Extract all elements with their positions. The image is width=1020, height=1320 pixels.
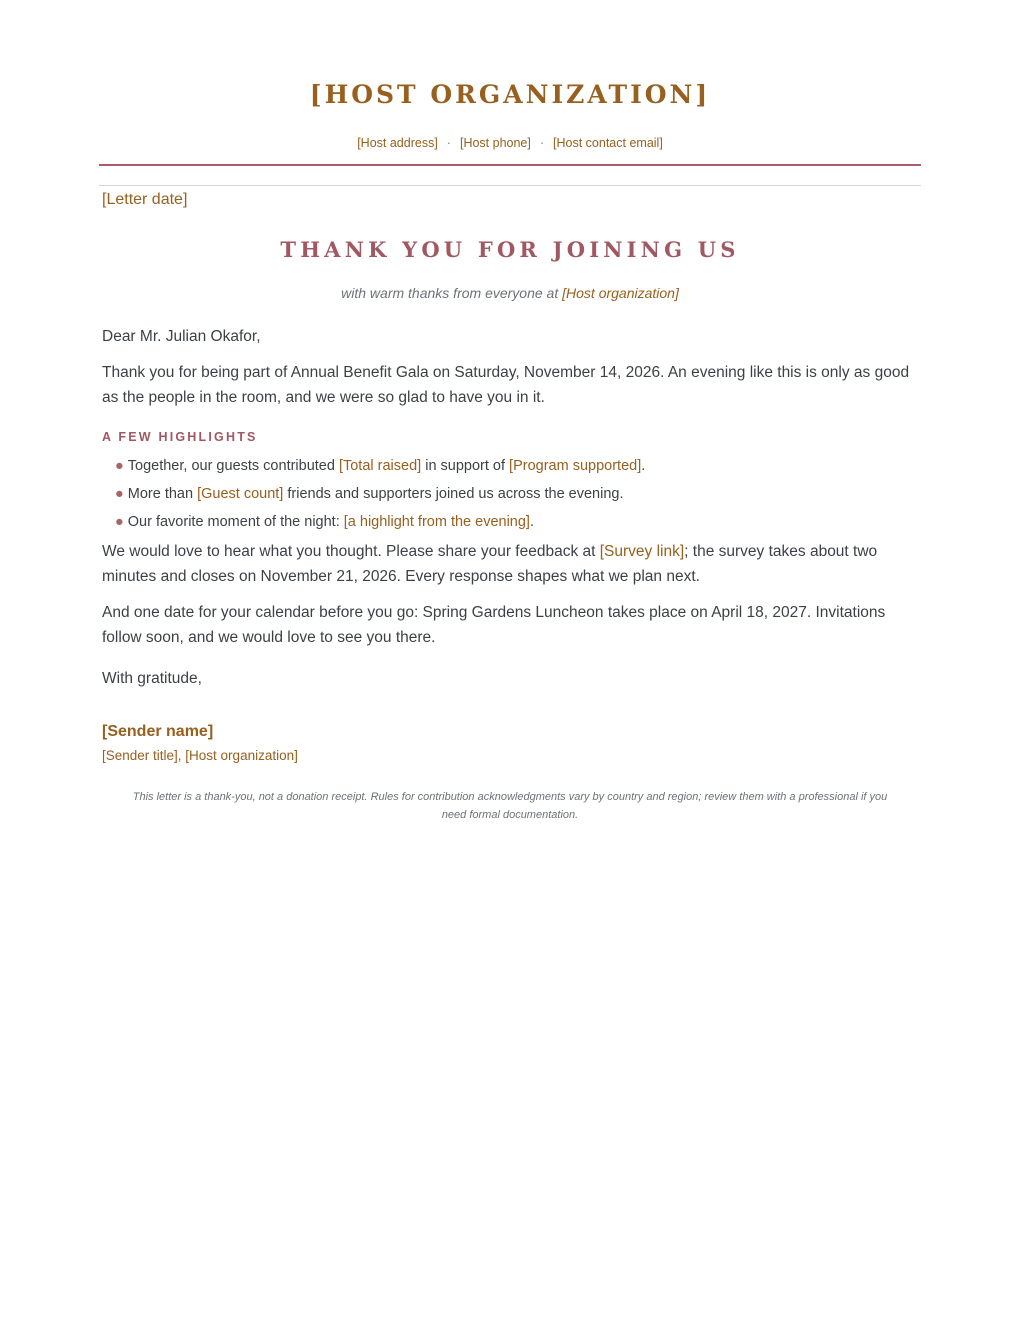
sender-name: [Sender name] — [102, 723, 214, 740]
highlights-heading: A FEW HIGHLIGHTS — [102, 430, 258, 444]
closing: With gratitude, — [102, 670, 202, 687]
highlight-text: . — [529, 514, 534, 530]
highlight-item — [115, 485, 915, 503]
host-address: [Host address] — [357, 136, 438, 150]
highlight-item — [115, 457, 915, 475]
host-contact-email: [Host contact email] — [553, 136, 663, 150]
salutation: Dear Mr. Julian Okafor, — [102, 328, 261, 345]
calendar-paragraph: And one date for your calendar before you go: Spring Gardens Luncheon takes place on April 18, 2027. Invitations follow soon, and we would love to see you there. — [102, 604, 886, 646]
highlight-text: in support of — [421, 458, 510, 474]
highlight-text: Together, our guests contributed — [127, 458, 339, 474]
date-divider — [99, 185, 921, 186]
letter-title: THANK YOU FOR JOINING US — [280, 237, 740, 262]
host-phone: [Host phone] — [459, 136, 531, 150]
highlight-text: friends and supporters joined us across the evening. — [283, 486, 624, 502]
survey-link[interactable]: [Survey link] — [599, 543, 685, 560]
sender-title: [Sender title], [Host organization] — [102, 748, 298, 763]
feedback-paragraph — [102, 540, 920, 589]
bullet-icon: ● — [115, 458, 124, 474]
separator: · — [446, 136, 451, 150]
subtitle-text: with warm thanks from everyone at — [341, 285, 563, 301]
separator: · — [539, 136, 545, 150]
guest-count-placeholder: [Guest count] — [197, 486, 284, 502]
evening-highlight-placeholder: [a highlight from the evening] — [343, 514, 530, 530]
feedback-text: ; the survey takes about two minutes and closes on November 21, 2026. Every response shapes what we plan next. — [102, 543, 878, 585]
total-raised-placeholder: [Total raised] — [338, 458, 422, 474]
subtitle-organization: [Host organization] — [562, 285, 679, 301]
highlight-text: Our favorite moment of the night: — [127, 514, 344, 530]
host-organization-heading: [HOST ORGANIZATION] — [309, 80, 711, 109]
highlight-text: . — [641, 458, 646, 474]
contact-line — [0, 136, 1020, 150]
disclaimer: This letter is a thank-you, not a donation receipt. Rules for contribution acknowledgments vary by country and region; review them with a professional if you need formal documentation. — [132, 791, 888, 821]
program-supported-placeholder: [Program supported] — [509, 458, 642, 474]
feedback-text: We would love to hear what you thought. Please share your feedback at — [102, 543, 600, 560]
header-divider — [99, 164, 921, 166]
bullet-icon: ● — [115, 514, 124, 530]
highlight-item — [115, 513, 915, 531]
intro-paragraph: Thank you for being part of Annual Benefit Gala on Saturday, November 14, 2026. An evening like this is only as good as the people in the room, and we were so glad to have you in it. — [102, 364, 910, 406]
letter-date: [Letter date] — [102, 191, 188, 208]
highlight-text: More than — [127, 486, 198, 502]
bullet-icon: ● — [115, 486, 124, 502]
letter-subtitle — [0, 285, 1020, 301]
